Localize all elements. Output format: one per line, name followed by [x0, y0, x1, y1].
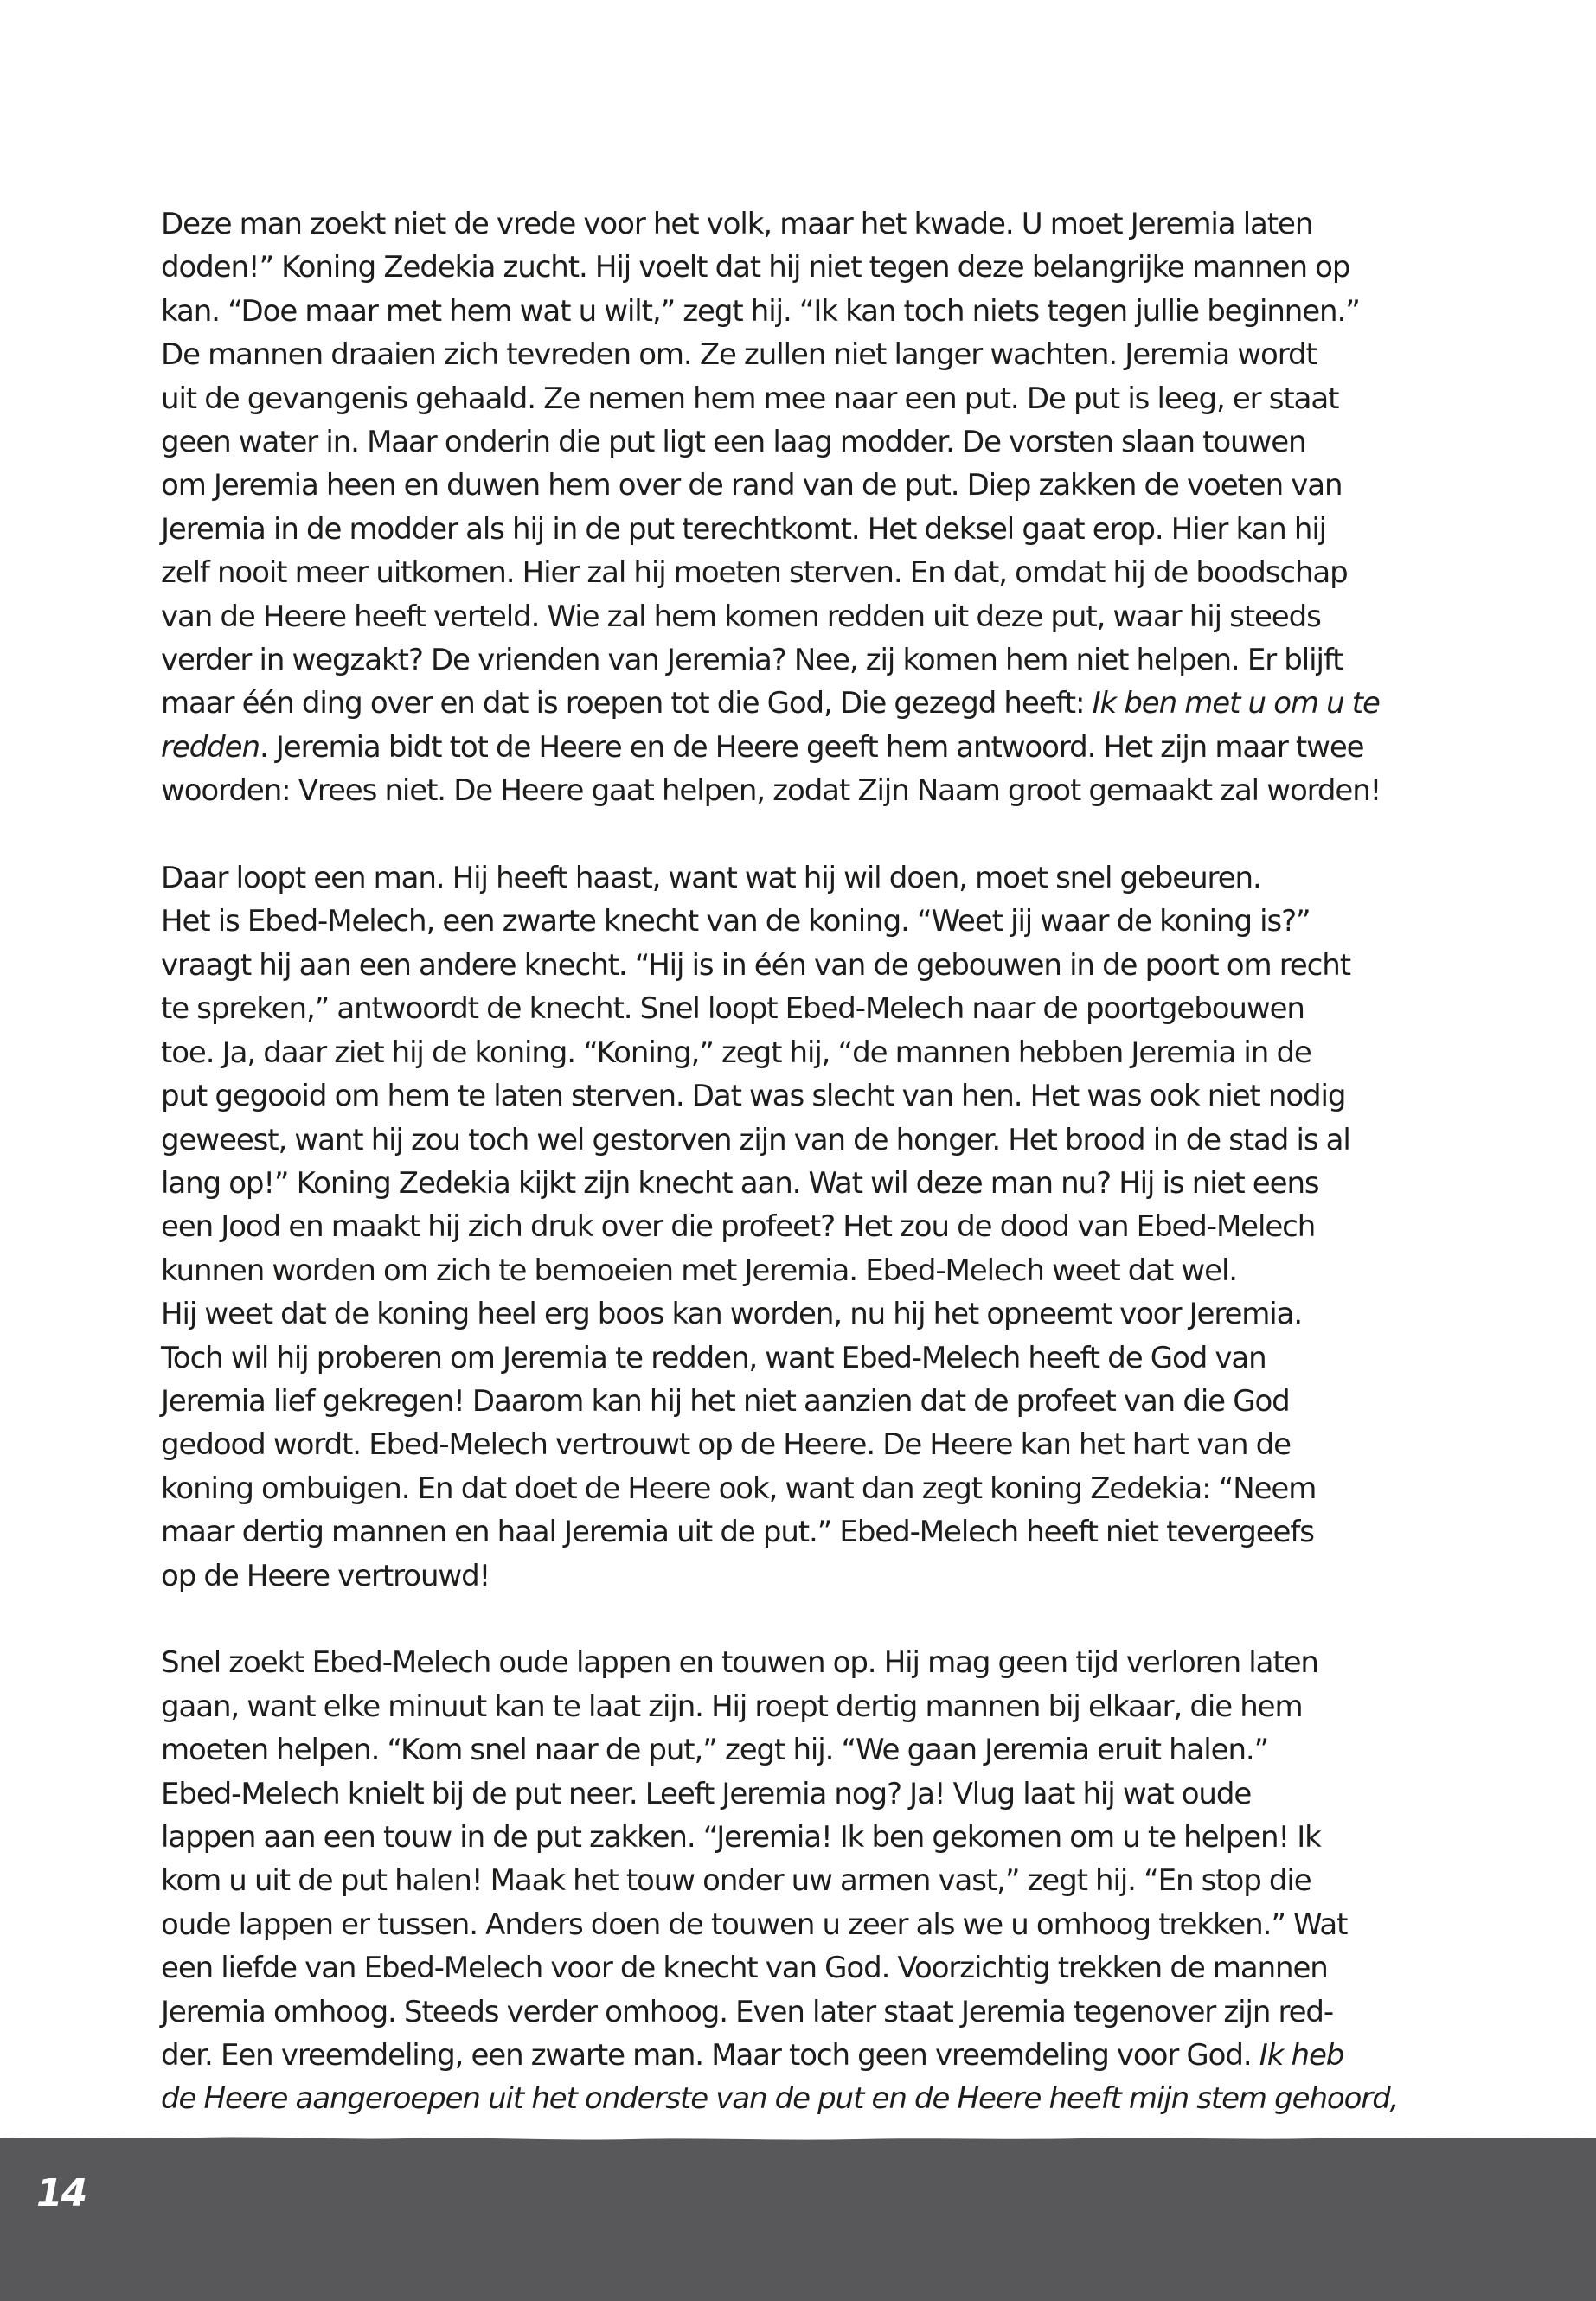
text-line — [161, 377, 1476, 420]
text-line — [161, 726, 1476, 769]
text-segment: vraagt hij aan een andere knecht. “Hij is in één van de gebouwen in de poort om recht — [161, 947, 1350, 983]
text-line — [161, 551, 1476, 594]
text-line — [161, 900, 1476, 943]
text-segment: kunnen worden om zich te bemoeien met Jeremia. Ebed-Melech weet dat wel. — [161, 1253, 1238, 1288]
text-line — [161, 1336, 1476, 1380]
text-segment: geweest, want hij zou toch wel gestorven zijn van de honger. Het brood in de stad is al — [161, 1122, 1350, 1157]
text-segment: Deze man zoekt niet de vrede voor het volk, maar het kwade. U moet Jeremia laten — [161, 207, 1313, 241]
text-segment: lang op!” Koning Zedekia kijkt zijn knecht aan. Wat wil deze man nu? Hij is niet eens — [161, 1165, 1319, 1201]
text-line — [161, 246, 1476, 289]
italic-text: Ik heb — [1259, 2038, 1344, 2073]
text-line — [161, 2034, 1476, 2077]
footer-band — [0, 2128, 1596, 2301]
text-segment: koning ombuigen. En dat doet de Heere ook, want dan zegt koning Zedekia: “Neem — [161, 1471, 1317, 1506]
text-segment: een liefde van Ebed-Melech voor de knecht van God. Voorzichtig trekken de mannen — [161, 1951, 1328, 1986]
text-line — [161, 944, 1476, 987]
text-line — [161, 1554, 1476, 1598]
text-segment: op de Heere vertrouwd! — [161, 1558, 490, 1593]
italic-text: redden — [161, 729, 260, 765]
text-segment: een Jood en maakt hij zich druk over die profeet? Het zou de dood van Ebed-Melech — [161, 1209, 1316, 1245]
text-segment: Hij weet dat de koning heel erg boos kan worden, nu hij het opneemt voor Jeremia. — [161, 1297, 1303, 1332]
text-segment: kan. “Doe maar met hem wat u wilt,” zegt hij. “Ik kan toch niets tegen jullie beginnen.” — [161, 293, 1360, 329]
text-segment: kom u uit de put halen! Maak het touw onder uw armen vast,” zegt hij. “En stop die — [161, 1863, 1311, 1899]
text-line — [161, 333, 1476, 376]
italic-text: de Heere aangeroepen uit het onderste van de put en de Heere heeft mijn stem gehoord, — [161, 2081, 1399, 2117]
text-line — [161, 290, 1476, 333]
text-line — [161, 1031, 1476, 1074]
text-line — [161, 638, 1476, 682]
text-line — [161, 1162, 1476, 1205]
text-line — [161, 1816, 1476, 1859]
page-number: 14 — [36, 2171, 87, 2215]
italic-text: Ik ben met u om u te — [1092, 686, 1380, 721]
text-segment: gedood wordt. Ebed-Melech vertrouwt op de Heere. De Heere kan het hart van de — [161, 1427, 1291, 1463]
text-segment: woorden: Vrees niet. De Heere gaat helpen, zodat Zijn Naam groot gemaakt zal worden! — [161, 773, 1381, 809]
text-line — [161, 420, 1476, 464]
text-line — [161, 769, 1476, 812]
text-segment: Jeremia lief gekregen! Daarom kan hij het niet aanzien dat de profeet van die God — [161, 1383, 1290, 1419]
text-segment: te spreken,” antwoordt de knecht. Snel loopt Ebed-Melech naar de poortgebouwen — [161, 991, 1304, 1027]
text-segment: Daar loopt een man. Hij heeft haast, want wat hij wil doen, moet snel gebeuren. — [161, 861, 1261, 896]
text-line — [161, 1641, 1476, 1684]
text-line — [161, 1205, 1476, 1248]
text-segment: doden!” Koning Zedekia zucht. Hij voelt dat hij niet tegen deze belangrijke mannen op — [161, 250, 1350, 285]
text-line — [161, 1467, 1476, 1510]
text-line — [161, 508, 1476, 551]
paragraph — [161, 1641, 1476, 2120]
text-segment: moeten helpen. “Kom snel naar de put,” zegt hij. “We gaan Jeremia eruit halen.” — [161, 1733, 1269, 1768]
paragraph — [161, 856, 1476, 1598]
text-segment: . Jeremia bidt tot de Heere en de Heere geeft hem antwoord. Het zijn maar twee — [259, 729, 1364, 765]
text-line — [161, 1990, 1476, 2034]
text-line — [161, 1249, 1476, 1292]
text-segment: gaan, want elke minuut kan te laat zijn. Hij roept dertig mannen bij elkaar, die hem — [161, 1689, 1303, 1724]
text-segment: van de Heere heeft verteld. Wie zal hem komen redden uit deze put, waar hij steeds — [161, 599, 1321, 634]
text-line — [161, 1728, 1476, 1772]
text-line — [161, 464, 1476, 507]
text-segment: Snel zoekt Ebed-Melech oude lappen en touwen op. Hij mag geen tijd verloren laten — [161, 1645, 1318, 1681]
text-line — [161, 2077, 1476, 2120]
text-segment: verder in wegzakt? De vrienden van Jeremia? Nee, zij komen hem niet helpen. Er blijft — [161, 643, 1343, 678]
text-line — [161, 1772, 1476, 1816]
text-line — [161, 1859, 1476, 1902]
text-line — [161, 1380, 1476, 1423]
text-segment: der. Een vreemdeling, een zwarte man. Maar toch geen vreemdeling voor God. — [161, 2038, 1259, 2073]
text-segment: uit de gevangenis gehaald. Ze nemen hem mee naar een put. De put is leeg, er staat — [161, 381, 1339, 416]
text-segment: maar één ding over en dat is roepen tot die God, Die gezegd heeft: — [161, 686, 1093, 721]
text-line — [161, 1510, 1476, 1554]
text-segment: om Jeremia heen en duwen hem over de rand van de put. Diep zakken de voeten van — [161, 468, 1343, 503]
text-segment: put gegooid om hem te laten sterven. Dat was slecht van hen. Het was ook niet nodig — [161, 1079, 1346, 1114]
text-segment: Jeremia in de modder als hij in de put terechtkomt. Het deksel gaat erop. Hier kan hij — [161, 511, 1327, 547]
text-line — [161, 682, 1476, 725]
text-segment: Het is Ebed-Melech, een zwarte knecht van de koning. “Weet jij waar de koning is?” — [161, 904, 1311, 939]
text-segment: geen water in. Maar onderin die put ligt een laag modder. De vorsten slaan touwen — [161, 425, 1306, 460]
text-line — [161, 987, 1476, 1030]
text-segment: zelf nooit meer uitkomen. Hier zal hij moeten sterven. En dat, omdat hij de boodschap — [161, 555, 1348, 591]
text-segment: lappen aan een touw in de put zakken. “Jeremia! Ik ben gekomen om u te helpen! Ik — [161, 1820, 1321, 1855]
text-line — [161, 1292, 1476, 1336]
text-segment: Toch wil hij proberen om Jeremia te redden, want Ebed-Melech heeft de God van — [161, 1340, 1266, 1375]
text-segment: De mannen draaien zich tevreden om. Ze zullen niet langer wachten. Jeremia wordt — [161, 337, 1317, 373]
text-segment: toe. Ja, daar ziet hij de koning. “Koning,” zegt hij, “de mannen hebben Jeremia in de — [161, 1035, 1311, 1070]
text-line — [161, 1946, 1476, 1990]
text-line — [161, 1118, 1476, 1162]
text-line — [161, 1074, 1476, 1118]
footer-wave-shape — [0, 2138, 1596, 2301]
text-line — [161, 595, 1476, 638]
text-segment: maar dertig mannen en haal Jeremia uit de put.” Ebed-Melech heeft niet tevergeefs — [161, 1515, 1314, 1550]
text-line — [161, 1423, 1476, 1466]
text-line — [161, 1685, 1476, 1728]
text-line — [161, 1903, 1476, 1946]
text-line — [161, 856, 1476, 900]
text-segment: Ebed-Melech knielt bij de put neer. Leeft Jeremia nog? Ja! Vlug laat hij wat oude — [161, 1776, 1252, 1811]
text-segment: oude lappen er tussen. Anders doen de touwen u zeer als we u omhoog trekken.” Wat — [161, 1907, 1348, 1942]
paragraph — [161, 202, 1476, 813]
story-text — [161, 202, 1476, 2121]
text-line — [161, 202, 1476, 246]
text-segment: Jeremia omhoog. Steeds verder omhoog. Even later staat Jeremia tegenover zijn red- — [161, 1994, 1334, 2029]
